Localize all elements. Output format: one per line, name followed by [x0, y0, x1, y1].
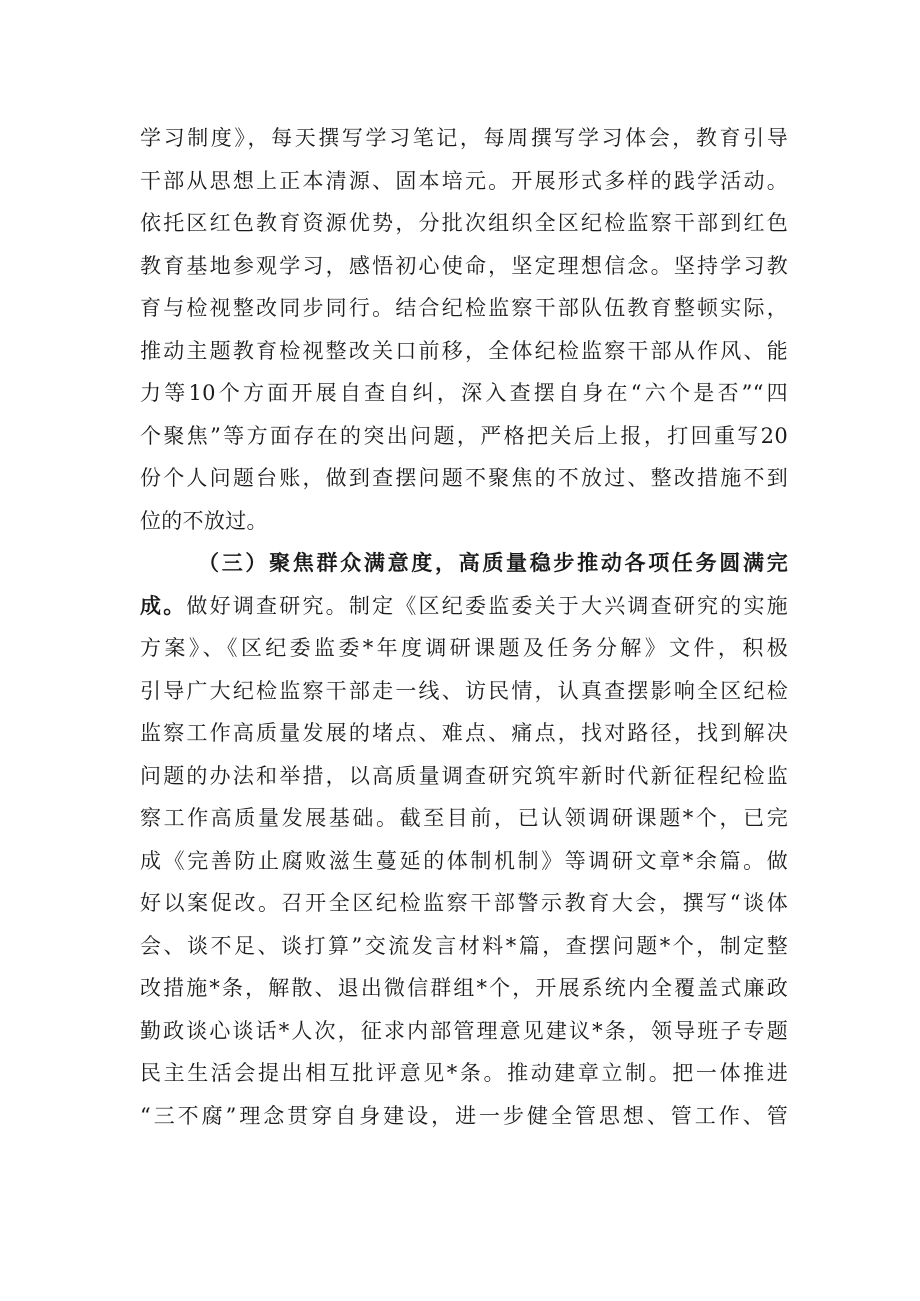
text-line: 教育基地参观学习，感悟初心使命，坚定理想信念。坚持学习教 [140, 253, 788, 278]
text-line: 学习制度》，每天撰写学习笔记，每周撰写学习体会，教育引导 [140, 126, 788, 150]
text-line: 干部从思想上正本清源、固本培元。开展形式多样的践学活动。 [140, 168, 788, 193]
text-line: 依托区红色教育资源优势，分批次组织全区纪检监察干部到红色 [140, 211, 788, 235]
text-line: 力等10个方面开展自查自纠，深入查摆自身在“六个是否”“四 [140, 381, 788, 405]
text-line: 方案》、《区纪委监委*年度调研课题及任务分解》文件，积极 [140, 636, 788, 660]
text-line: 察工作高质量发展基础。截至目前，已认领调研课题*个，已完 [140, 806, 788, 830]
text-line: 勤政谈心谈话*人次，征求内部管理意见建议*条，领导班子专题 [140, 1018, 788, 1043]
document-body [140, 117, 788, 1137]
text-line: 民主生活会提出相互批评意见*条。推动建章立制。把一体推进 [140, 1061, 788, 1085]
text-line: 份个人问题台账，做到查摆问题不聚焦的不放过、整改措施不到 [140, 466, 788, 490]
text-line [140, 585, 788, 628]
text-line: 监察工作高质量发展的堵点、难点、痛点，找对路径，找到解决 [140, 721, 788, 745]
text-line: 问题的办法和举措，以高质量调查研究筑牢新时代新征程纪检监 [140, 763, 788, 788]
text-line: 成《完善防止腐败滋生蔓延的体制机制》等调研文章*余篇。做 [140, 848, 788, 873]
text-line: “三不腐”理念贯穿自身建设，进一步健全管思想、管工作、管 [140, 1103, 788, 1128]
text-line: 会、谈不足、谈打算”交流发言材料*篇，查摆问题*个，制定整 [140, 933, 788, 958]
text-line: 位的不放过。 [140, 508, 268, 533]
section-heading: （三）聚焦群众满意度，高质量稳步推动各项任务圆满完 [198, 550, 788, 575]
text-line: 育与检视整改同步同行。结合纪检监察干部队伍教育整顿实际， [140, 296, 788, 320]
text-line: 个聚焦”等方面存在的突出问题，严格把关后上报，打回重写20 [140, 423, 788, 448]
text-line: 改措施*条，解散、退出微信群组*个，开展系统内全覆盖式廉政 [140, 976, 788, 1000]
text-line: 引导广大纪检监察干部走一线、访民情，认真查摆影响全区纪检 [140, 678, 788, 703]
text-span: 做好调查研究。制定《区纪委监委关于大兴调查研究的实施 [186, 593, 788, 618]
section-heading-end: 成。 [140, 592, 187, 618]
text-line: 推动主题教育检视整改关口前移，全体纪检监察干部从作风、能 [140, 338, 788, 363]
text-line: 好以案促改。召开全区纪检监察干部警示教育大会，撰写“谈体 [140, 891, 788, 915]
